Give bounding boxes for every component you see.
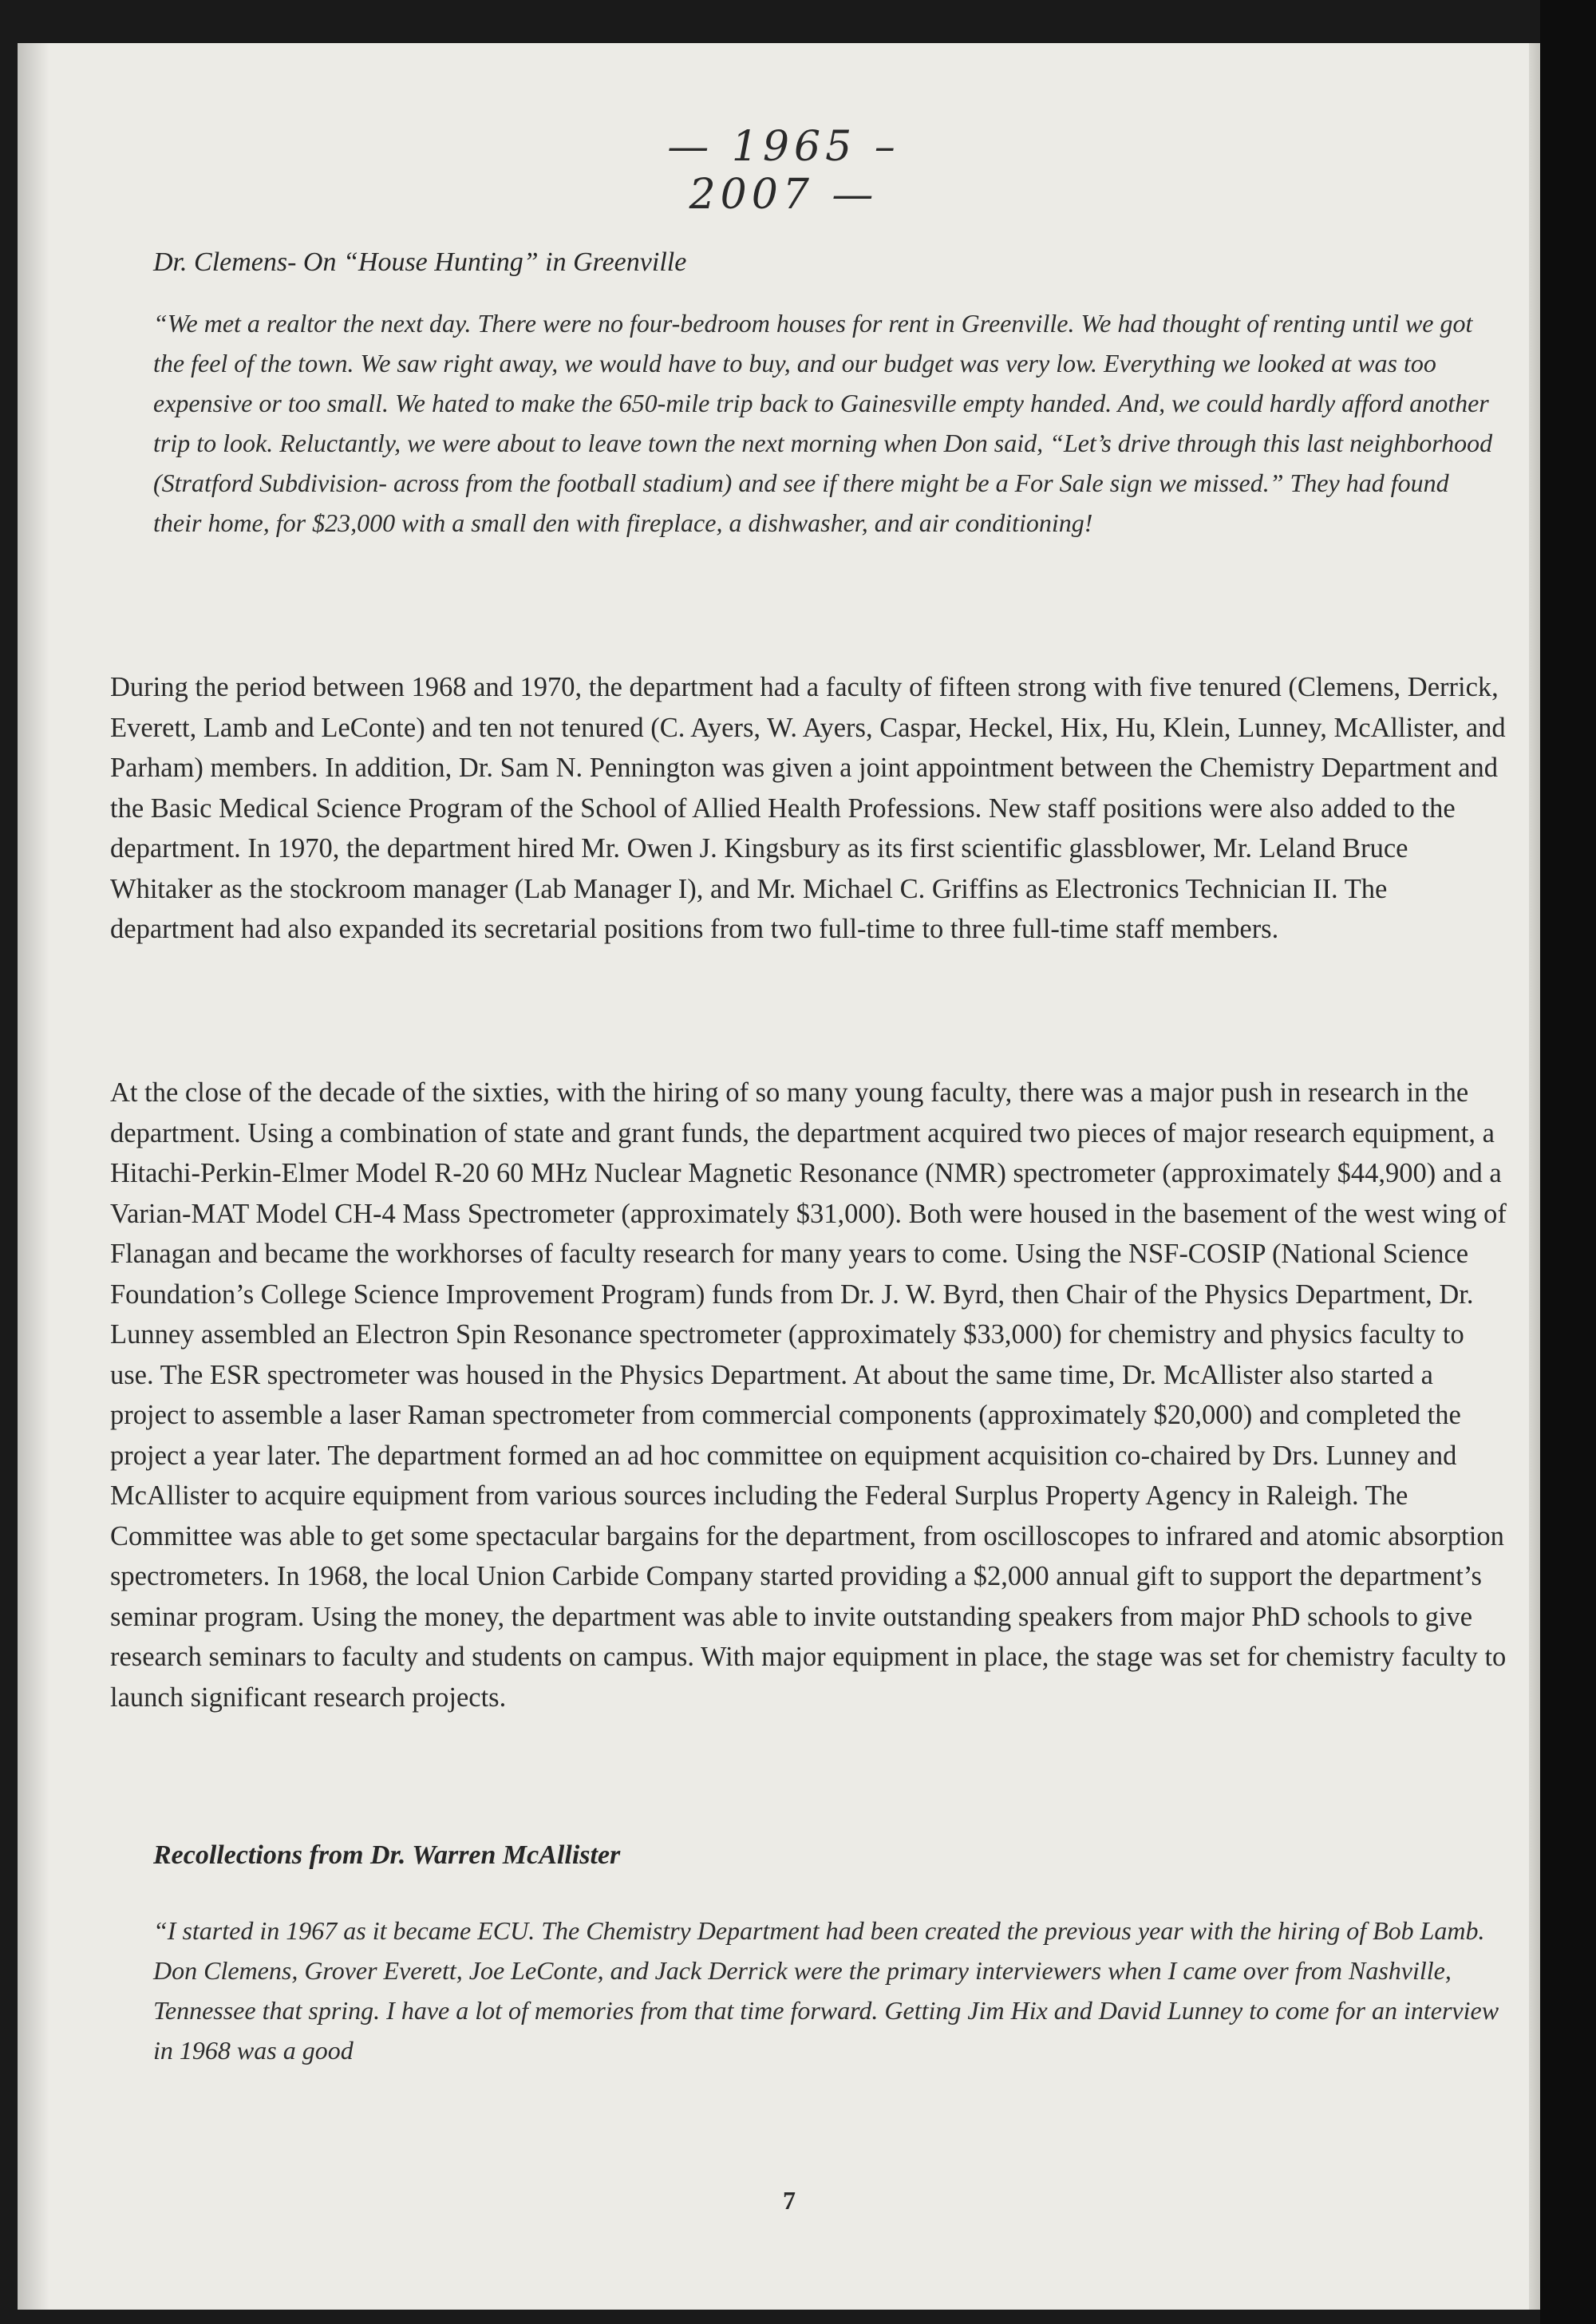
document-page (18, 43, 1540, 2310)
header-year-span: — 1965 – 2007 — (667, 123, 900, 219)
section-heading-recollections: Recollections from Dr. Warren McAllister (153, 1840, 621, 1870)
section-heading-house-hunting: Dr. Clemens- On “House Hunting” in Greenville (153, 247, 687, 277)
binding-shadow (18, 43, 49, 2310)
page-edge (1529, 43, 1540, 2310)
quote-clemens: “We met a realtor the next day. There were no four-bedroom houses for rent in Greenville. We had thought of renting until we got the feel of the town. We saw right away, we would have to buy, and our budget was very low. Everything we looked at was too expensive or too small. We hated to make the 650-mile trip back to Gainesville empty handed. And, we could hardly afford another trip to look. Reluctantly, we were about to leave town the next morning when Don said, “Let’s drive through this last neighborhood (Stratford Subdivision- across from the football stadium) and see if there might be a For Sale sign we missed.” They had found their home, for $23,000 with a small den with fireplace, a dishwasher, and air conditioning! (153, 309, 1493, 537)
paragraph-faculty-1968-1970: During the period between 1968 and 1970, the department had a faculty of fifteen strong with five tenured (Clemens, Derrick, Everett, Lamb and LeConte) and ten not tenured (C. Ayers, W. Ayers, Caspar, Heckel, Hix, Hu, Klein, Lunney, McAllister, and Parham) members. In addition, Dr. Sam N. Pennington was given a joint appointment between the Chemistry Department and the Basic Medical Science Program of the School of Allied Health Professions. New staff positions were also added to the department. In 1970, the department hired Mr. Owen J. Kingsbury as its first scientific glassblower, Mr. Leland Bruce Whitaker as the stockroom manager (Lab Manager I), and Mr. Michael C. Griffins as Electronics Technician II. The department had also expanded its secretarial positions from two full-time to three full-time staff members. (110, 672, 1506, 944)
page-number: 7 (783, 2186, 796, 2215)
quote-mcallister: “I started in 1967 as it became ECU. The Chemistry Department had been created the previous year with the hiring of Bob Lamb. Don Clemens, Grover Everett, Joe LeConte, and Jack Derrick were the primary interviewers when I came over from Nashville, Tennessee that spring. I have a lot of memories from that time forward. Getting Jim Hix and David Lunney to come for an interview in 1968 was a good (153, 1916, 1499, 2065)
scan-background-strip (1540, 0, 1596, 2324)
paragraph-research-push: At the close of the decade of the sixties, with the hiring of so many young faculty, there was a major push in research in the department. Using a combination of state and grant funds, the department acquired two pieces of major research equipment, a Hitachi-Perkin-Elmer Model R-20 60 MHz Nuclear Magnetic Resonance (NMR) spectrometer (approximately $44,900) and a Varian-MAT Model CH-4 Mass Spectrometer (approximately $31,000). Both were housed in the basement of the west wing of Flanagan and became the workhorses of faculty research for many years to come. Using the NSF-COSIP (National Science Foundation’s College Science Improvement Program) funds from Dr. J. W. Byrd, then Chair of the Physics Department, Dr. Lunney assembled an Electron Spin Resonance spectrometer (approximately $33,000) for chemistry and physics faculty to use. The ESR spectrometer was housed in the Physics Department. At about the same time, Dr. McAllister also started a project to assemble a laser Raman spectrometer from commercial components (approximately $20,000) and completed the project a year later. The department formed an ad hoc committee on equipment acquisition co-chaired by Drs. Lunney and McAllister to acquire equipment from various sources including the Federal Surplus Property Agency in Raleigh. The Committee was able to get some spectacular bargains for the department, from oscilloscopes to infrared and atomic absorption spectrometers. In 1968, the local Union Carbide Company started providing a $2,000 annual gift to support the department’s seminar program. Using the money, the department was able to invite outstanding speakers from major PhD schools to give research seminars to faculty and students on campus. With major equipment in place, the stage was set for chemistry faculty to launch significant research projects. (110, 1077, 1507, 1713)
